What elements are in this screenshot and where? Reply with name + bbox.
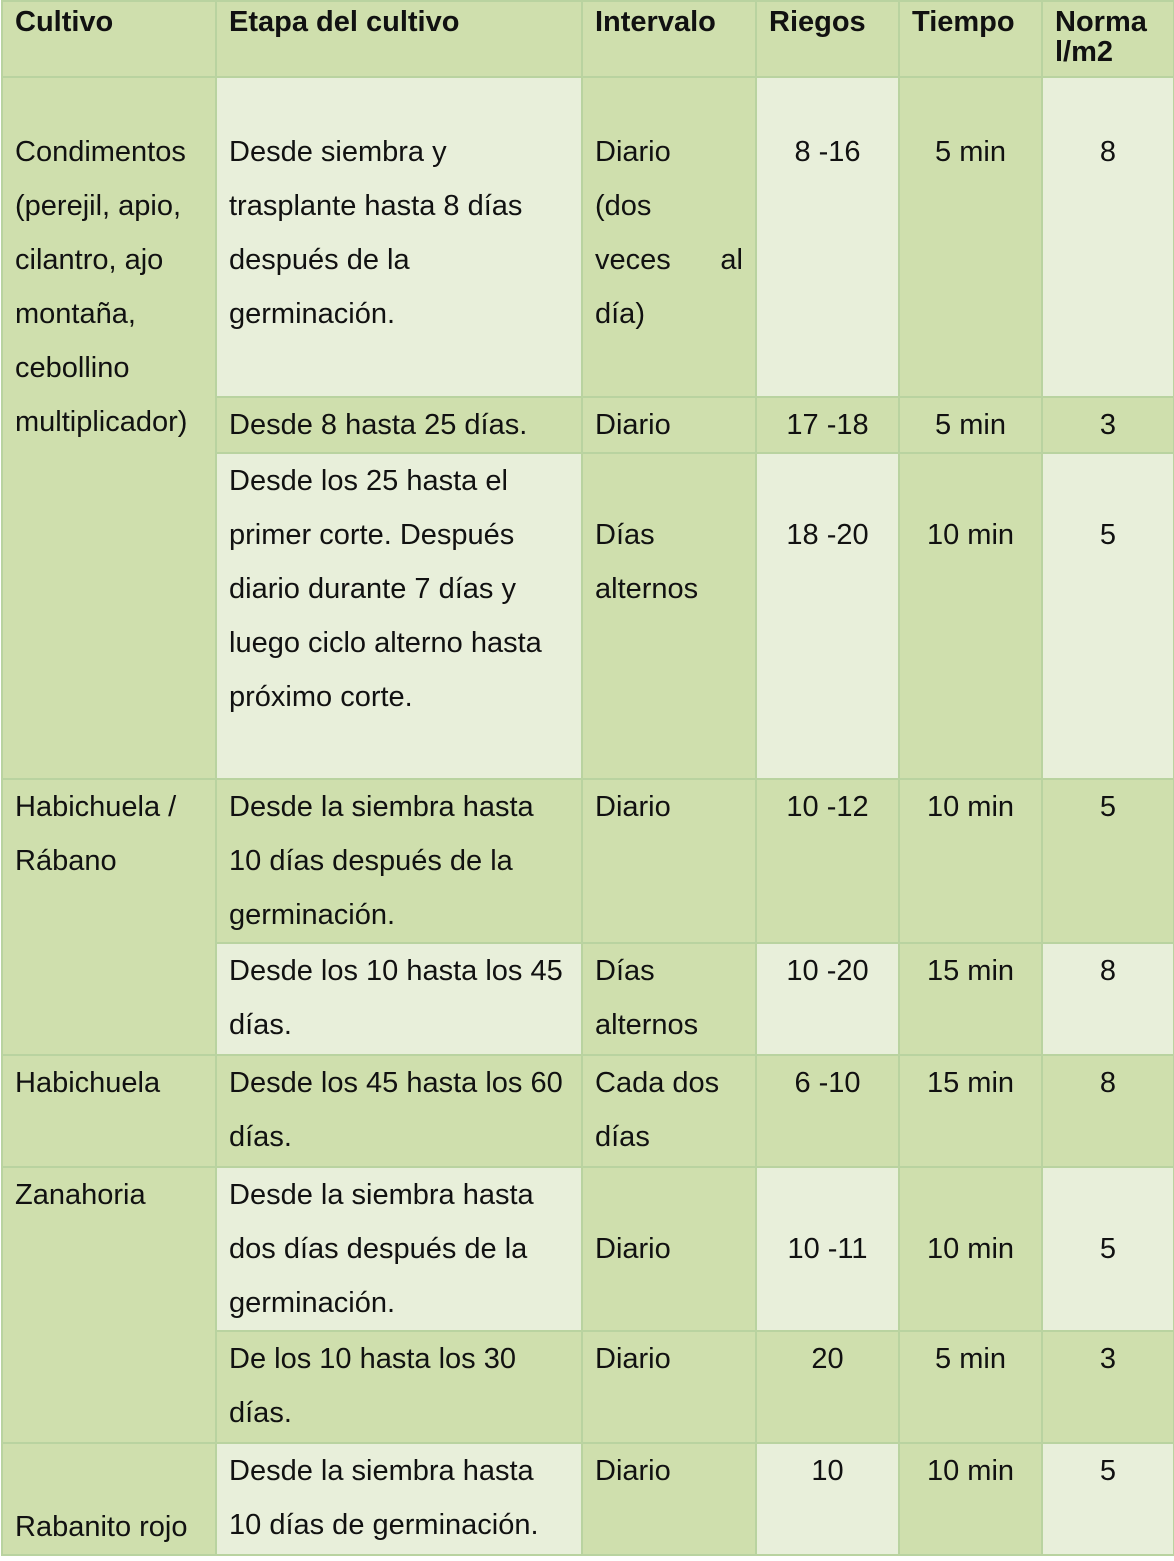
cell-riegos: 10 -11 (756, 1167, 899, 1331)
cell-norma: 3 (1042, 397, 1174, 453)
intervalo-line: Diario (595, 136, 671, 168)
cell-tiempo: 5 min (899, 77, 1042, 397)
cell-intervalo: Diario (582, 1331, 756, 1443)
cell-etapa: De los 10 hasta los 30 días. (216, 1331, 582, 1443)
table-row (2, 779, 1174, 943)
cell-tiempo: 5 min (899, 397, 1042, 453)
header-norma (1042, 1, 1174, 77)
cell-etapa: Desde 8 hasta 25 días. (216, 397, 582, 453)
cell-norma: 8 (1042, 77, 1174, 397)
cell-cultivo: Condimentos (perejil, apio, cilantro, ajo montaña, cebollino multiplicador) (2, 77, 216, 779)
cell-riegos: 17 -18 (756, 397, 899, 453)
intervalo-line: día) (595, 298, 645, 330)
header-norma-line2: l/m2 (1055, 36, 1114, 68)
cell-tiempo: 15 min (899, 943, 1042, 1055)
intervalo-line: (dos (595, 190, 652, 222)
header-etapa: Etapa del cultivo (216, 1, 582, 77)
cell-etapa: Desde los 25 hasta el primer corte. Después diario durante 7 días y luego ciclo alterno hasta próximo corte. (216, 453, 582, 779)
cell-intervalo: Días alternos (582, 943, 756, 1055)
cell-etapa: Desde la siembra hasta 10 días después de la germinación. (216, 779, 582, 943)
header-norma-line1: Norma (1055, 6, 1147, 38)
cell-tiempo: 15 min (899, 1055, 1042, 1167)
intervalo-line: veces al (595, 244, 743, 276)
cell-intervalo: Días alternos (582, 453, 756, 779)
cell-tiempo: 5 min (899, 1331, 1042, 1443)
cell-riegos: 18 -20 (756, 453, 899, 779)
cell-cultivo: Habichuela / Rábano (2, 779, 216, 1055)
cell-tiempo: 10 min (899, 1443, 1042, 1555)
cell-norma: 5 (1042, 453, 1174, 779)
table-row (2, 77, 1174, 397)
cell-intervalo: Diario (582, 1443, 756, 1555)
cell-cultivo: Rabanito rojo (2, 1443, 216, 1555)
cell-norma: 3 (1042, 1331, 1174, 1443)
cell-cultivo: Habichuela (2, 1055, 216, 1167)
cell-etapa: Desde los 45 hasta los 60 días. (216, 1055, 582, 1167)
cell-norma: 5 (1042, 779, 1174, 943)
header-row (2, 1, 1174, 77)
header-tiempo: Tiempo (899, 1, 1042, 77)
table-row (2, 1443, 1174, 1555)
table-row (2, 1167, 1174, 1331)
header-intervalo: Intervalo (582, 1, 756, 77)
cell-norma: 8 (1042, 1055, 1174, 1167)
cell-riegos: 10 -12 (756, 779, 899, 943)
cell-norma: 8 (1042, 943, 1174, 1055)
table-row (2, 1055, 1174, 1167)
cell-intervalo (582, 77, 756, 397)
cell-riegos: 8 -16 (756, 77, 899, 397)
header-riegos: Riegos (756, 1, 899, 77)
cell-riegos: 10 -20 (756, 943, 899, 1055)
irrigation-table (1, 0, 1174, 1556)
cell-etapa: Desde los 10 hasta los 45 días. (216, 943, 582, 1055)
cell-tiempo: 10 min (899, 779, 1042, 943)
header-cultivo: Cultivo (2, 1, 216, 77)
cell-tiempo: 10 min (899, 1167, 1042, 1331)
cell-cultivo: Zanahoria (2, 1167, 216, 1443)
cell-norma: 5 (1042, 1443, 1174, 1555)
cell-intervalo: Diario (582, 1167, 756, 1331)
cell-etapa: Desde la siembra hasta 10 días de germinación. (216, 1443, 582, 1555)
cell-riegos: 20 (756, 1331, 899, 1443)
cell-riegos: 10 (756, 1443, 899, 1555)
cell-riegos: 6 -10 (756, 1055, 899, 1167)
cell-intervalo: Diario (582, 779, 756, 943)
cell-intervalo: Diario (582, 397, 756, 453)
cell-intervalo: Cada dos días (582, 1055, 756, 1167)
cell-etapa: Desde la siembra hasta dos días después de la germinación. (216, 1167, 582, 1331)
cell-tiempo: 10 min (899, 453, 1042, 779)
cell-norma: 5 (1042, 1167, 1174, 1331)
cell-etapa: Desde siembra y trasplante hasta 8 días después de la germinación. (216, 77, 582, 397)
